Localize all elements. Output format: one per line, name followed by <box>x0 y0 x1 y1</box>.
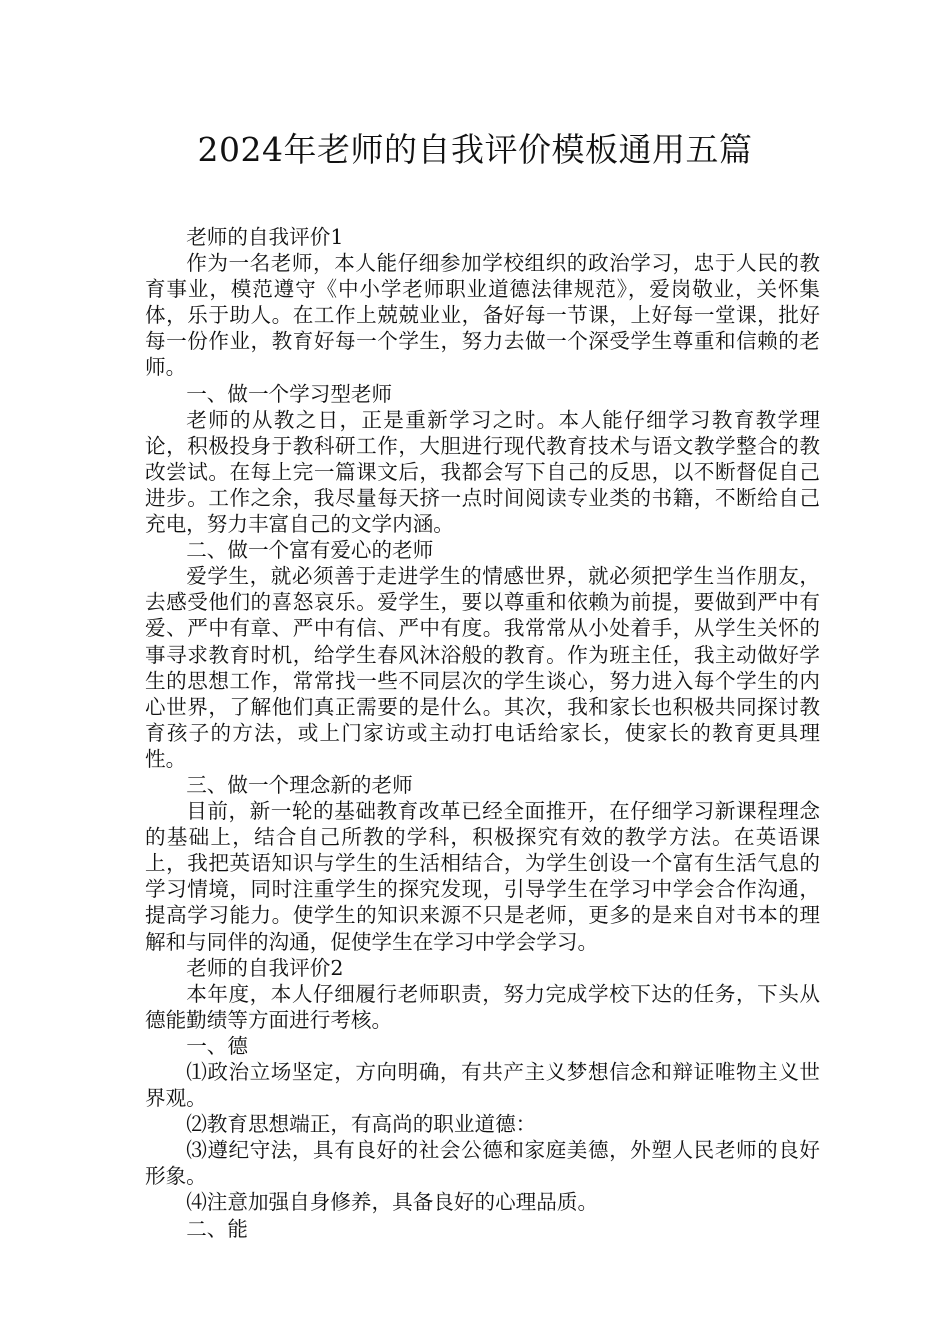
document-title: 2024年老师的自我评价模板通用五篇 <box>197 130 753 169</box>
paragraph: 爱学生，就必须善于走进学生的情感世界，就必须把学生当作朋友，去感受他们的喜怒哀乐。爱学生，要以尊重和依赖为前提，要做到严中有爱、严中有章、严中有信、严中有度。我常常从小处着手，从学生关怀的事寻求教育时机，给学生春风沐浴般的教育。作为班主任，我主动做好学生的思想工作，常常找一些不同层次的学生谈心，努力进入每个学生的内心世界，了解他们真正需要的是什么。其次，我和家长也积极共同探讨教育孩子的方法，或上门家访或主动打电话给家长，使家长的教育更具理性。 <box>145 564 820 771</box>
list-item: ⑵教育思想端正，有高尚的职业道德： <box>186 1112 537 1137</box>
section-heading: 一、德 <box>186 1033 248 1058</box>
paragraph: 作为一名老师，本人能仔细参加学校组织的政治学习，忠于人民的教育事业，模范遵守《中小学老师职业道德法律规范》，爱岗敬业，关怀集体，乐于助人。在工作上兢兢业业，备好每一节课，上好每一堂课，批好每一份作业，教育好每一个学生，努力去做一个深受学生尊重和信赖的老师。 <box>145 251 820 380</box>
section-heading: 二、做一个富有爱心的老师 <box>186 538 434 563</box>
list-item: ⑴政治立场坚定，方向明确，有共产主义梦想信念和辩证唯物主义世界观。 <box>145 1060 820 1111</box>
document-body <box>145 224 820 1242</box>
list-item: ⑶遵纪守法，具有良好的社会公德和家庭美德，外塑人民老师的良好形象。 <box>145 1138 820 1189</box>
list-item: ⑷注意加强自身修养，具备良好的心理品质。 <box>186 1190 599 1215</box>
section-heading: 老师的自我评价1 <box>186 225 344 249</box>
section-heading: 老师的自我评价2 <box>186 955 344 980</box>
section-heading: 三、做一个理念新的老师 <box>186 772 413 797</box>
section-heading: 二、能 <box>186 1216 248 1241</box>
paragraph: 本年度，本人仔细履行老师职责，努力完成学校下达的任务，下头从德能勤绩等方面进行考核。 <box>145 981 820 1032</box>
section-heading: 一、做一个学习型老师 <box>186 381 393 406</box>
paragraph: 老师的从教之日，正是重新学习之时。本人能仔细学习教育教学理论，积极投身于教科研工作，大胆进行现代教育技术与语文教学整合的教改尝试。在每上完一篇课文后，我都会写下自己的反思，以不断督促自己进步。工作之余，我尽量每天挤一点时间阅读专业类的书籍，不断给自己充电，努力丰富自己的文学内涵。 <box>145 407 820 537</box>
paragraph: 目前，新一轮的基础教育改革已经全面推开，在仔细学习新课程理念的基础上，结合自己所教的学科，积极探究有效的教学方法。在英语课上，我把英语知识与学生的生活相结合，为学生创设一个富有生活气息的学习情境，同时注重学生的探究发现，引导学生在学习中学会合作沟通，提高学习能力。使学生的知识来源不只是老师，更多的是来自对书本的理解和与同伴的沟通，促使学生在学习中学会学习。 <box>145 799 820 954</box>
